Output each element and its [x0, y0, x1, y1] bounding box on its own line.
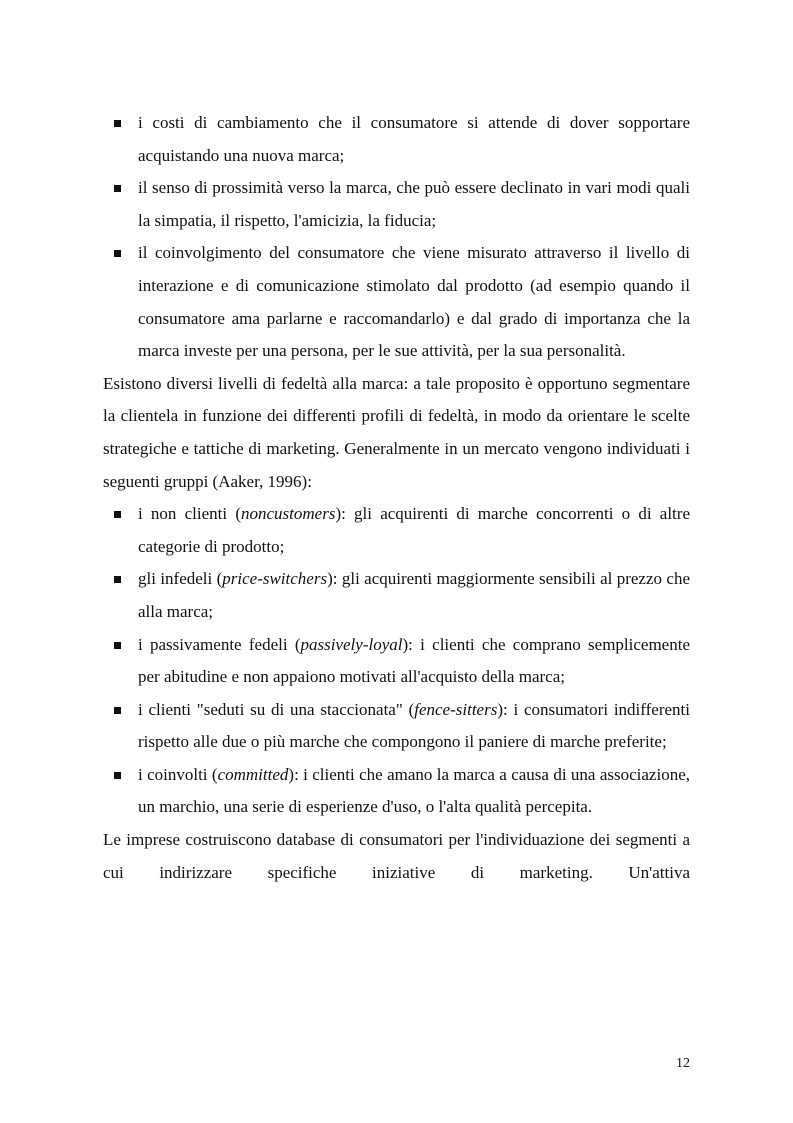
list-item: i clienti "seduti su di una staccionata" (fence-sitters): i consumatori indifferenti rispetto alle due o più marche che compongono il paniere di marche preferite;: [103, 694, 690, 759]
body-text: [103, 107, 690, 889]
square-bullet-icon: [114, 511, 121, 518]
paragraph-databases: Le imprese costruiscono database di consumatori per l'individuazione dei segmenti a cui indirizzare specifiche iniziative di marketing. Un'attiva: [103, 830, 690, 882]
list-item: i coinvolti (committed): i clienti che amano la marca a causa di una associazione, un marchio, una serie di esperienze d'uso, o l'alta qualità percepita.: [103, 759, 690, 824]
bullet-list-customer-groups: [103, 498, 690, 824]
square-bullet-icon: [114, 250, 121, 257]
square-bullet-icon: [114, 707, 121, 714]
square-bullet-icon: [114, 185, 121, 192]
paragraph-loyalty-levels: Esistono diversi livelli di fedeltà alla marca: a tale proposito è opportuno segmentare la clientela in funzione dei differenti profili di fedeltà, in modo da orientare le scelte strategiche e tattiche di marketing. Generalmente in un mercato vengono individuati i seguenti gruppi (Aaker, 1996):: [103, 373, 690, 491]
square-bullet-icon: [114, 642, 121, 649]
page-number: 12: [676, 1056, 690, 1071]
list-item: i costi di cambiamento che il consumatore si attende di dover sopportare acquistando una nuova marca;: [103, 107, 690, 172]
list-item: i passivamente fedeli (passively-loyal): i clienti che comprano semplicemente per abitudine e non appaiono motivati all'acquisto della marca;: [103, 629, 690, 694]
square-bullet-icon: [114, 120, 121, 127]
bullet-list-brand-loyalty-factors: [103, 107, 690, 368]
list-item: gli infedeli (price-switchers): gli acquirenti maggiormente sensibili al prezzo che alla marca;: [103, 563, 690, 628]
list-item: il senso di prossimità verso la marca, che può essere declinato in vari modi quali la simpatia, il rispetto, l'amicizia, la fiducia;: [103, 172, 690, 237]
list-item: i non clienti (noncustomers): gli acquirenti di marche concorrenti o di altre categorie di prodotto;: [103, 498, 690, 563]
square-bullet-icon: [114, 576, 121, 583]
square-bullet-icon: [114, 772, 121, 779]
list-item: il coinvolgimento del consumatore che viene misurato attraverso il livello di interazione e di comunicazione stimolato dal prodotto (ad esempio quando il consumatore ama parlarne e raccomandarlo) e dal grado di importanza che la marca investe per una persona, per le sue attività, per la sua personalità.: [103, 237, 690, 367]
